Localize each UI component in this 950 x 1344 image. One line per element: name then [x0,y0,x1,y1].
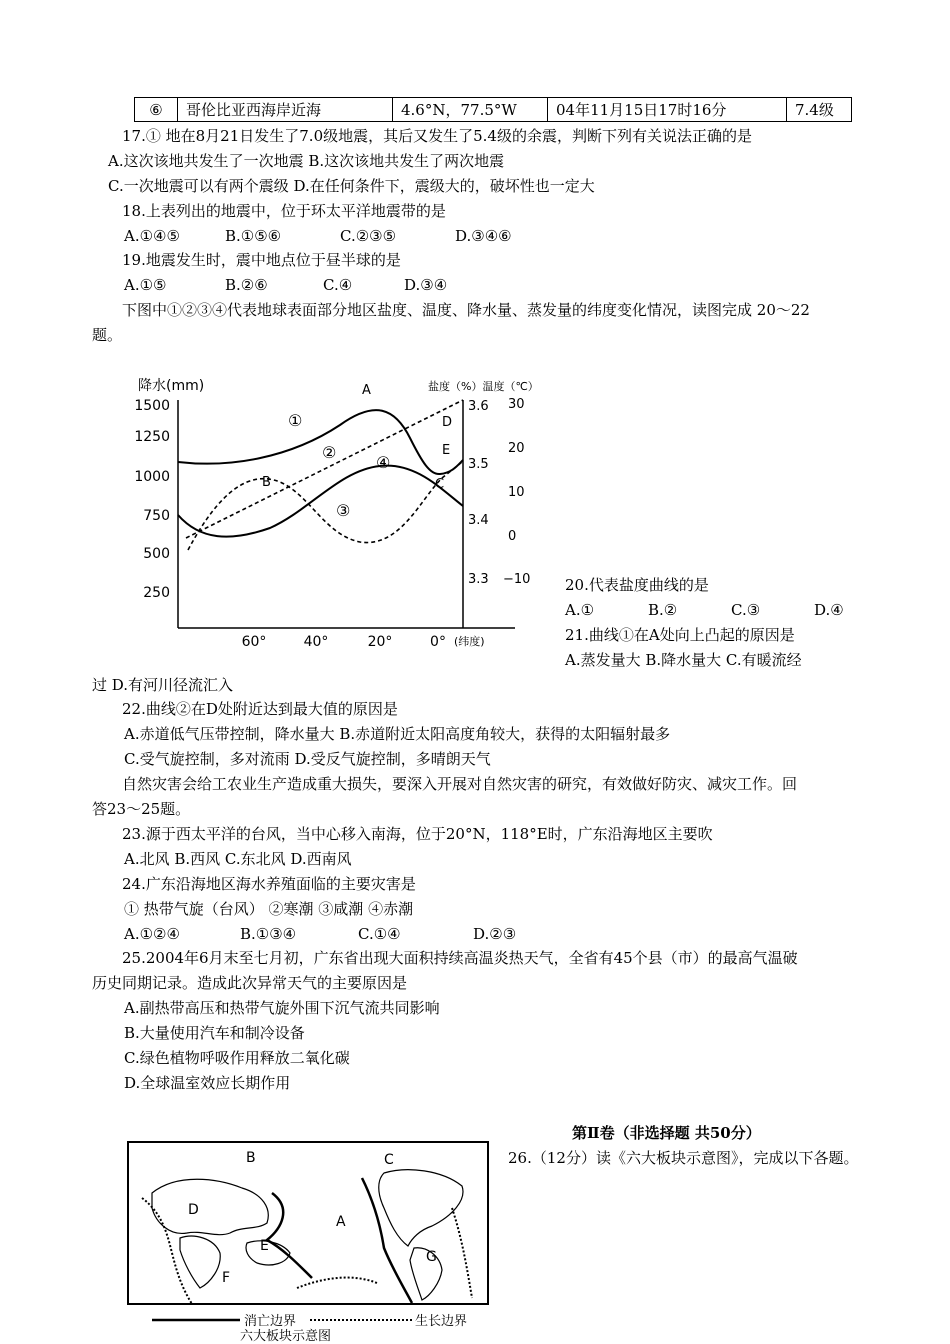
cell-num: ⑥ [135,98,178,122]
plate-label-b: B [246,1150,256,1166]
plate-label-e: E [260,1238,269,1254]
curve-labels [288,411,390,520]
salinity-tick: 3.6 [468,399,489,414]
q18-stem: 18.上表列出的地震中，位于环太平洋地震带的是 [122,202,446,220]
left-tick: 1250 [134,429,170,445]
q20-stem: 20.代表盐度曲线的是 [565,576,709,594]
x-axis-label: (纬度) [454,635,485,648]
q22-options-cd: C.受气旋控制，多对流雨 D.受反气旋控制，多晴朗天气 [124,750,491,768]
q24-option-d: D.②③ [473,925,517,943]
plate-label-d: D [188,1202,199,1218]
q25-option-c: C.绿色植物呼吸作用释放二氧化碳 [124,1049,350,1067]
q19-option-a: A.①⑤ [124,276,167,294]
part2-title: 第Ⅱ卷（非选择题 共50分） [572,1124,761,1142]
q20-option-c: C.③ [731,601,761,619]
q18-option-d: D.③④⑥ [455,227,512,245]
q19-option-b: B.②⑥ [225,276,268,294]
q17-options-ab: A.这次该地共发生了一次地震 B.这次该地共发生了两次地震 [108,152,505,170]
map-frame [128,1142,488,1304]
left-tick: 1000 [134,469,170,485]
curve-1 [178,410,463,474]
q19-option-d: D.③④ [404,276,448,294]
point-label-a: A [362,383,371,398]
plate-label-f: F [222,1270,231,1286]
earthquake-table [134,97,852,122]
left-ticks [134,398,170,601]
q23-options: A.北风 B.西风 C.东北风 D.西南风 [124,850,352,868]
left-tick: 250 [143,585,170,601]
plate-label-a: A [336,1214,346,1230]
x-tick: 60° [241,634,267,650]
q25-option-a: A.副热带高压和热带气旋外围下沉气流共同影响 [124,999,440,1017]
temp-tick: 20 [508,441,525,456]
curve-label: ① [288,411,303,430]
q21-options: A.蒸发量大 B.降水量大 C.有暖流经 [565,651,802,669]
map-caption: 六大板块示意图 [240,1329,332,1344]
q17-stem: 17.① 地在8月21日发生了7.0级地震，其后又发生了5.4级的余震，判断下列有关说法正确的是 [122,127,752,145]
legend-subduction-label: 消亡边界 [244,1314,297,1329]
q25-option-d: D.全球温室效应长期作用 [124,1074,291,1092]
salinity-tick: 3.4 [468,513,489,528]
intro-20-line2: 题。 [92,326,123,344]
cell-coord: 4.6°N，77.5°W [393,98,548,122]
left-axis-label: 降水(mm) [138,378,205,394]
x-tick: 0° [430,634,446,650]
plate-map [122,1138,494,1344]
curve-label: ③ [336,501,351,520]
q21-continuation: 过 D.有河川径流汇入 [92,676,234,694]
q24-items: ① 热带气旋（台风） ②寒潮 ③咸潮 ④赤潮 [124,900,414,918]
plate-label-c: C [384,1152,394,1168]
x-ticks [242,634,446,650]
q25-line2: 历史同期记录。造成此次异常天气的主要原因是 [92,974,408,992]
x-tick: 40° [303,634,329,650]
q23-stem: 23.源于西太平洋的台风，当中心移入南海，位于20°N，118°E时，广东沿海地区主要吹 [122,825,713,843]
q24-stem: 24.广东沿海地区海水养殖面临的主要灾害是 [122,875,416,893]
q24-option-b: B.①③④ [240,925,297,943]
curve-label: ④ [376,453,391,472]
q19-stem: 19.地震发生时，震中地点位于昼半球的是 [122,251,401,269]
cell-time: 04年11月15日17时16分 [548,98,787,122]
table-row [135,98,852,122]
curve-label: ② [322,443,337,462]
q19-option-c: C.④ [323,276,353,294]
intro-20-line1: 下图中①②③④代表地球表面部分地区盐度、温度、降水量、蒸发量的纬度变化情况，读图完成 20～22 [122,301,810,319]
right-axis-label: 盐度（%）温度（℃） [428,380,539,393]
point-label-d: D [442,415,453,430]
q20-option-b: B.② [648,601,678,619]
temp-tick: 0 [508,529,517,544]
q20-option-d: D.④ [814,601,844,619]
x-tick: 20° [367,634,393,650]
q18-option-a: A.①④⑤ [124,227,180,245]
temp-tick: 30 [508,397,525,412]
q17-options-cd: C.一次地震可以有两个震级 D.在任何条件下，震级大的，破坏性也一定大 [108,177,595,195]
cell-place: 哥伦比亚西海岸近海 [178,98,393,122]
q22-options-ab: A.赤道低气压带控制，降水量大 B.赤道附近太阳高度角较大，获得的太阳辐射最多 [124,725,671,743]
left-tick: 500 [143,546,170,562]
point-label-e: E [442,443,451,458]
legend-ridge-label: 生长边界 [415,1314,468,1329]
salinity-ticks [468,399,489,587]
point-label-b: B [262,475,271,490]
plate-label-g: G [426,1249,437,1265]
q26-stem: 26.（12分）读《六大板块示意图》，完成以下各题。 [508,1149,859,1167]
q24-option-c: C.①④ [358,925,401,943]
intro-23-line1: 自然灾害会给工农业生产造成重大损失，要深入开展对自然灾害的研究，有效做好防灾、减灾工作。回 [122,775,798,793]
q18-option-b: B.①⑤⑥ [225,227,282,245]
curve-2 [186,400,463,538]
point-label-c: C [435,477,445,492]
left-tick: 1500 [134,398,170,414]
left-tick: 750 [143,508,170,524]
q21-stem: 21.曲线①在A处向上凸起的原因是 [565,626,795,644]
salinity-tick: 3.5 [468,457,489,472]
latitude-chart [130,370,570,660]
q20-option-a: A.① [565,601,595,619]
temp-ticks [503,397,530,587]
salinity-tick: 3.3 [468,572,489,587]
q25-option-b: B.大量使用汽车和制冷设备 [124,1024,305,1042]
intro-23-line2: 答23～25题。 [92,800,191,818]
q24-option-a: A.①②④ [124,925,180,943]
q18-option-c: C.②③⑤ [340,227,397,245]
temp-tick: 10 [508,485,525,500]
temp-tick: −10 [503,572,531,587]
q22-stem: 22.曲线②在D处附近达到最大值的原因是 [122,700,398,718]
q25-line1: 25.2004年6月末至七月初，广东省出现大面积持续高温炎热天气，全省有45个县（市）的最高气温破 [122,949,798,967]
cell-mag: 7.4级 [787,98,852,122]
